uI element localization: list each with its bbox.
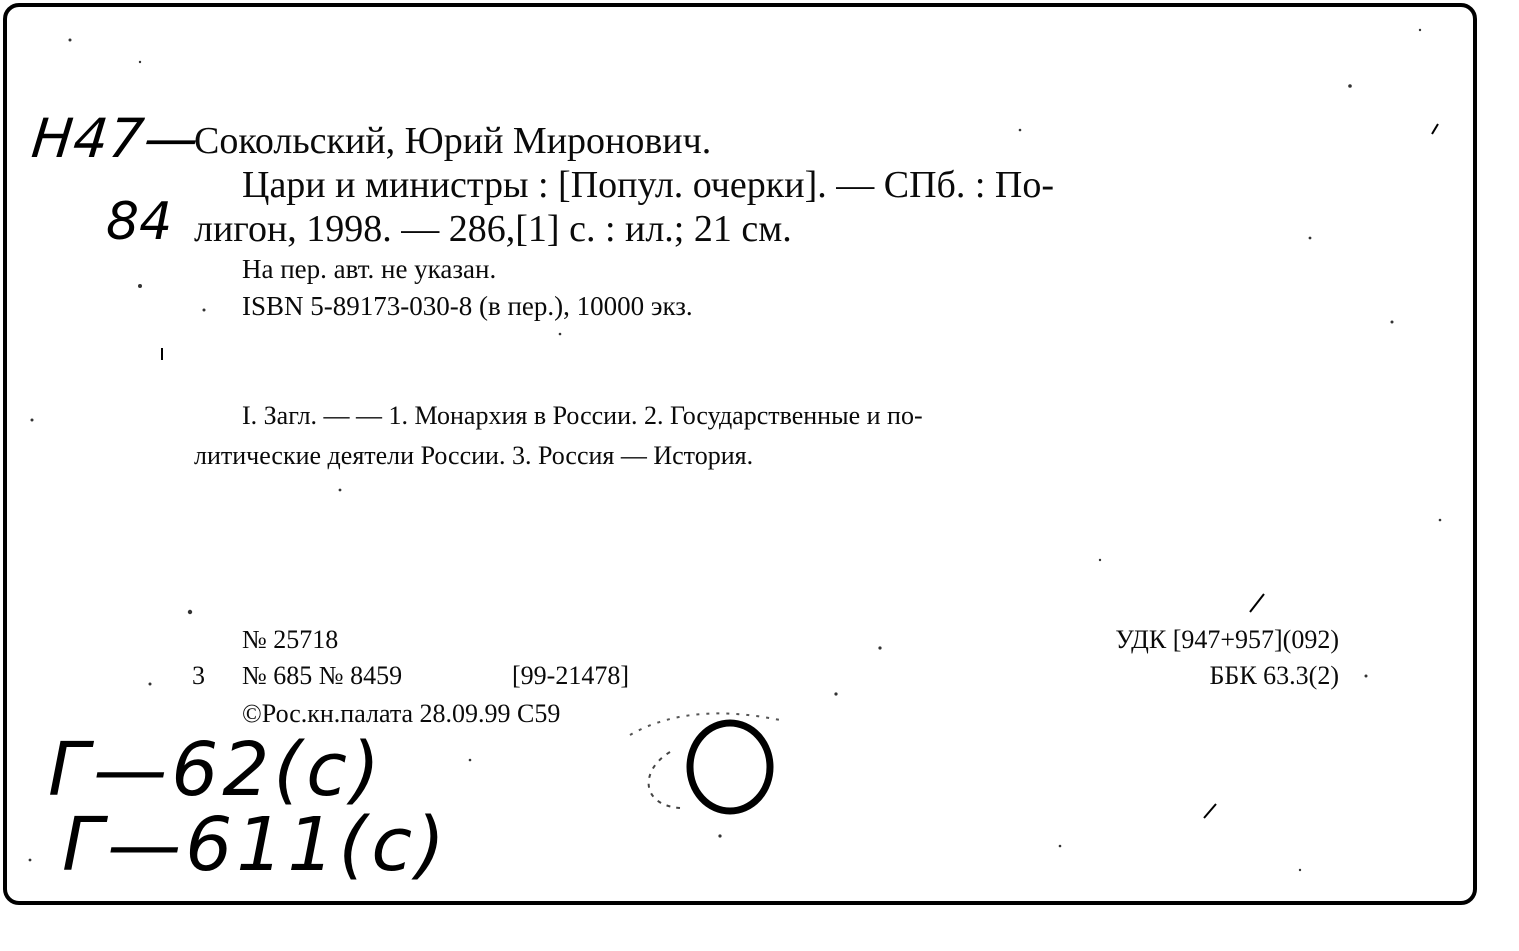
card-numbers: № 685 № 8459 (242, 661, 403, 690)
handwritten-call-number-top: Н47— (28, 107, 203, 170)
title-line-2: лигон, 1998. — 286,[1] с. : ил.; 21 см. (194, 208, 792, 250)
udc-code: УДК [947+957](092) (1115, 625, 1339, 654)
handwritten-shelf-mark-1: Г—62(с) (48, 727, 384, 813)
author-heading: Сокольский, Юрий Миронович. (194, 120, 712, 162)
handwritten-call-number-bottom: 84 (106, 192, 173, 252)
isbn-line: ISBN 5-89173-030-8 (в пер.), 10000 экз. (242, 291, 693, 321)
book-chamber-line: ©Рос.кн.палата 28.09.99 С59 (242, 699, 561, 728)
binding-note: На пер. авт. не указан. (242, 254, 497, 284)
number-prefix: 3 (192, 661, 205, 690)
bbk-code: ББК 63.3(2) (1209, 661, 1339, 690)
order-number: [99-21478] (512, 661, 629, 690)
subjects-line-2: литические деятели России. 3. Россия — История. (194, 441, 754, 470)
subjects-line-1: I. Загл. — — 1. Монархия в России. 2. Государственные и по- (242, 401, 923, 430)
handwritten-shelf-mark-2: Г—611(с) (62, 802, 449, 888)
registry-number: № 25718 (242, 625, 339, 654)
title-line-1: Цари и министры : [Попул. очерки]. — СПб. : По- (242, 164, 1055, 206)
